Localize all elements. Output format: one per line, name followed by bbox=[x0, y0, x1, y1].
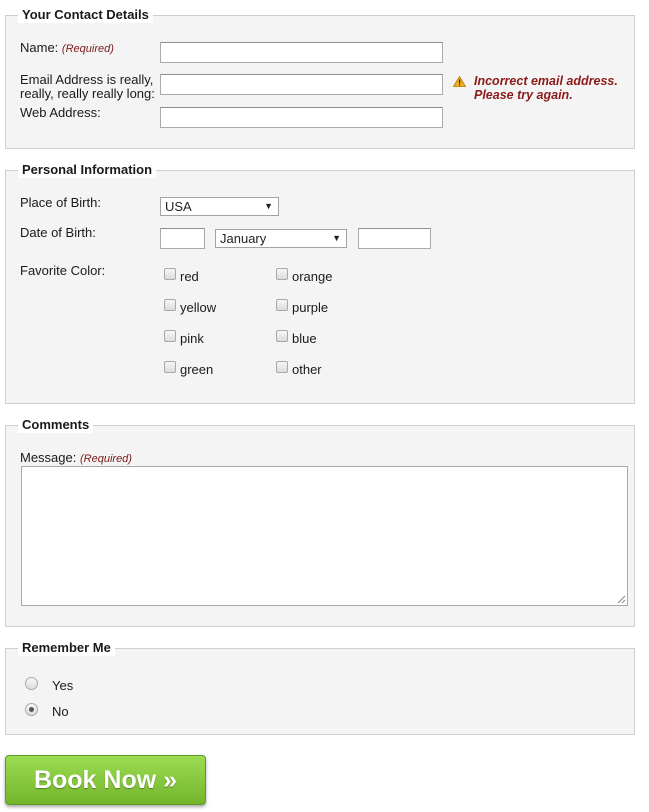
remember-me-fieldset bbox=[5, 640, 635, 735]
message-label bbox=[20, 451, 132, 466]
name-required-note: (Required) bbox=[61, 43, 114, 55]
color-checkbox-other[interactable] bbox=[276, 361, 288, 373]
remember-yes-radio[interactable] bbox=[25, 677, 38, 690]
remember-yes-label: Yes bbox=[52, 678, 74, 693]
color-checkbox-purple[interactable] bbox=[276, 299, 288, 311]
name-field[interactable] bbox=[160, 42, 443, 63]
name-label-text: Name: bbox=[20, 40, 59, 55]
resize-grip-icon[interactable] bbox=[617, 595, 626, 604]
remember-no-radio[interactable] bbox=[25, 703, 38, 716]
birth-year-field[interactable] bbox=[358, 228, 431, 249]
color-label-purple: purple bbox=[292, 300, 329, 315]
email-label-line2: really, really really long: bbox=[20, 86, 155, 101]
contact-details-legend: Your Contact Details bbox=[18, 7, 153, 23]
color-checkbox-green[interactable] bbox=[164, 361, 176, 373]
color-label-other: other bbox=[292, 362, 322, 377]
email-error-line2: Please try again. bbox=[474, 88, 573, 102]
chevron-down-icon: ▼ bbox=[332, 233, 341, 243]
comments-legend: Comments bbox=[18, 417, 93, 433]
place-of-birth-value: USA bbox=[165, 199, 192, 214]
color-label-pink: pink bbox=[180, 331, 204, 346]
color-label-orange: orange bbox=[292, 269, 333, 284]
email-label bbox=[20, 73, 155, 101]
web-address-field[interactable] bbox=[160, 107, 443, 128]
book-now-button[interactable]: Book Now » bbox=[5, 755, 206, 805]
remember-me-legend: Remember Me bbox=[18, 640, 115, 656]
color-checkbox-red[interactable] bbox=[164, 268, 176, 280]
email-label-line1: Email Address is really, bbox=[20, 72, 154, 87]
birth-month-select[interactable] bbox=[215, 229, 347, 248]
email-error-line1: Incorrect email address. bbox=[474, 74, 618, 88]
place-of-birth-label: Place of Birth: bbox=[20, 195, 101, 210]
warning-icon bbox=[453, 76, 466, 87]
remember-no-label: No bbox=[52, 704, 69, 719]
color-checkbox-blue[interactable] bbox=[276, 330, 288, 342]
email-error-message bbox=[474, 74, 618, 102]
color-checkbox-yellow[interactable] bbox=[164, 299, 176, 311]
personal-info-legend: Personal Information bbox=[18, 162, 156, 178]
comments-fieldset bbox=[5, 417, 635, 627]
color-label-blue: blue bbox=[292, 331, 317, 346]
place-of-birth-select[interactable] bbox=[160, 197, 279, 216]
name-label bbox=[20, 41, 114, 56]
color-checkbox-orange[interactable] bbox=[276, 268, 288, 280]
color-label-red: red bbox=[180, 269, 199, 284]
color-checkbox-pink[interactable] bbox=[164, 330, 176, 342]
email-field[interactable] bbox=[160, 74, 443, 95]
color-label-green: green bbox=[180, 362, 214, 377]
chevron-down-icon: ▼ bbox=[264, 201, 273, 211]
message-label-text: Message: bbox=[20, 450, 77, 465]
favorite-color-label: Favorite Color: bbox=[20, 263, 106, 278]
color-label-yellow: yellow bbox=[180, 300, 217, 315]
birth-month-value: January bbox=[220, 231, 267, 246]
message-required-note: (Required) bbox=[80, 453, 132, 465]
message-textarea[interactable] bbox=[21, 466, 628, 606]
birth-day-field[interactable] bbox=[160, 228, 205, 249]
date-of-birth-label: Date of Birth: bbox=[20, 225, 96, 240]
web-address-label: Web Address: bbox=[20, 105, 101, 120]
